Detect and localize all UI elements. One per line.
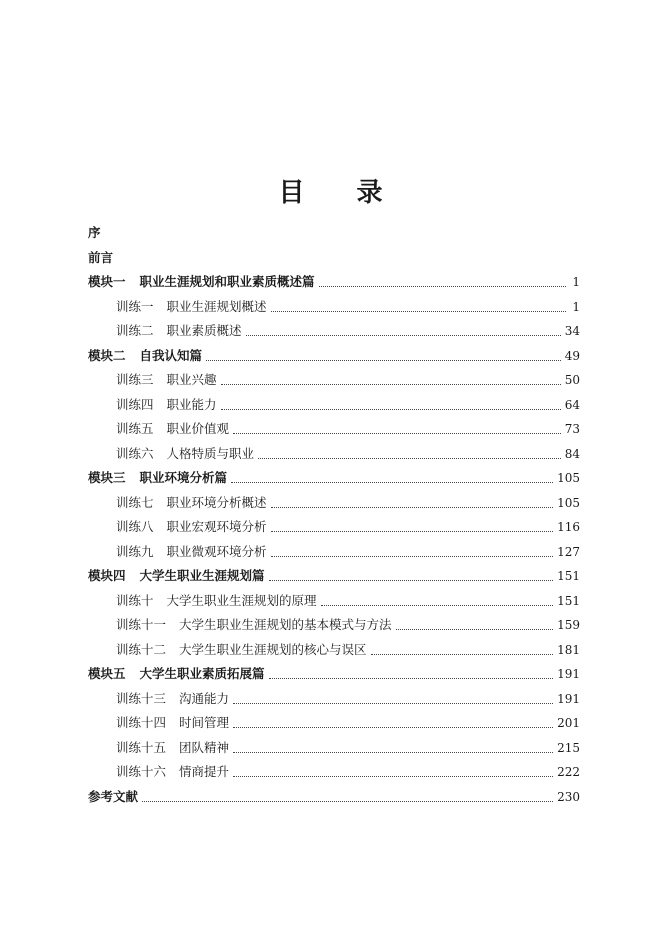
toc-training-row[interactable] [116,393,580,413]
toc-leader-dots [258,448,561,459]
toc-leader-dots [233,423,561,434]
toc-leader-dots [269,668,554,679]
toc-leader-dots [321,595,554,606]
toc-training-row[interactable] [116,589,580,609]
toc-leader-dots [319,276,566,287]
toc-leader-dots [371,644,554,655]
toc-page-number: 191 [557,667,580,681]
toc-training-number: 训练十二 [116,641,167,657]
toc-training-row[interactable] [116,687,580,707]
toc-module-row[interactable] [88,344,580,364]
toc-leader-dots [271,546,554,557]
toc-training-row[interactable] [116,417,580,437]
toc-training-number: 训练九 [116,543,154,559]
toc-front-preface[interactable] [88,221,580,241]
toc-training-number: 训练十三 [116,690,167,706]
toc-training-row[interactable] [116,442,580,462]
toc-training-title: 大学生职业生涯规划的核心与误区 [179,641,367,657]
toc-leader-dots [233,742,553,753]
toc-training-row[interactable] [116,295,580,315]
toc-module-row[interactable] [88,564,580,584]
toc-training-number: 训练二 [116,323,154,338]
toc-training-row[interactable] [116,760,580,780]
toc-references-title: 参考文献 [88,788,139,804]
toc-page-number: 49 [564,348,580,363]
toc-leader-dots [206,350,561,361]
toc-training-title: 团队精神 [179,739,230,755]
toc-module-row[interactable] [88,270,580,290]
toc-leader-dots [271,497,554,508]
toc-leader-dots [396,619,554,630]
toc-training-row[interactable] [116,736,580,756]
toc-leader-dots [269,570,554,581]
toc-training-title: 职业环境分析概述 [166,494,267,510]
toc-page-number: 201 [557,716,580,730]
toc-front-label: 序 [88,225,101,240]
toc-module-row[interactable] [88,466,580,486]
page-title-char-1: 目 [278,178,305,208]
toc-training-number: 训练一 [116,298,154,314]
toc-training-row[interactable] [116,638,580,658]
toc-page-number: 1 [572,275,580,289]
toc-leader-dots [221,374,561,385]
toc-leader-dots [231,472,553,483]
toc-page-number: 159 [557,618,580,632]
toc-page-number: 34 [564,324,580,338]
page-title [0,172,661,209]
toc-leader-dots [271,521,554,532]
toc-module-title: 职业生涯规划和职业素质概述篇 [139,274,315,289]
toc-page-number: 127 [557,544,580,559]
toc-module-number: 模块四 [88,568,126,583]
toc-page-number: 230 [557,789,580,804]
toc-training-number: 训练十四 [116,715,167,730]
toc-page-number: 1 [572,299,580,314]
toc-training-title: 职业生涯规划概述 [166,298,267,314]
toc-training-title: 大学生职业生涯规划的基本模式与方法 [179,617,392,632]
toc-page-number: 191 [557,691,580,706]
toc-module-number: 模块五 [88,666,126,681]
toc-training-number: 训练三 [116,372,154,387]
toc-module-number: 模块三 [88,470,126,485]
toc-page-number: 215 [557,740,580,755]
toc-leader-dots [221,399,561,410]
toc-training-number: 训练十 [116,592,154,608]
toc-leader-dots [233,717,553,728]
toc-page-number: 151 [557,569,580,583]
toc-training-number: 训练十六 [116,764,167,779]
toc-training-number: 训练六 [116,445,154,461]
toc-training-row[interactable] [116,540,580,560]
toc-training-number: 训练十五 [116,739,167,755]
toc-module-title: 自我认知篇 [139,347,203,363]
toc-training-title: 职业宏观环境分析 [166,519,267,534]
toc-module-row[interactable] [88,662,580,682]
toc-training-title: 职业微观环境分析 [166,543,267,559]
toc-training-title: 职业素质概述 [166,323,242,338]
toc-module-number: 模块一 [88,274,126,289]
toc-page-number: 222 [557,765,580,779]
toc-front-label: 前言 [88,249,114,265]
toc-front-foreword[interactable] [88,246,580,266]
toc-training-row[interactable] [116,368,580,388]
toc-training-title: 沟通能力 [179,690,230,706]
toc-references-row[interactable] [88,785,580,805]
toc-training-number: 训练四 [116,396,154,412]
toc-module-title: 大学生职业素质拓展篇 [139,666,265,681]
toc-page-number: 64 [564,397,580,412]
toc-training-title: 情商提升 [179,764,230,779]
toc-training-number: 训练八 [116,519,154,534]
toc-leader-dots [233,693,553,704]
toc-training-title: 时间管理 [179,715,230,730]
toc-page-number: 151 [557,593,580,608]
toc-training-title: 人格特质与职业 [166,445,255,461]
toc-training-number: 训练十一 [116,617,167,632]
toc-leader-dots [142,791,553,802]
toc-page-number: 84 [564,446,580,461]
toc-page-number: 73 [564,422,580,436]
toc-training-row[interactable] [116,491,580,511]
toc-training-title: 职业兴趣 [166,372,217,387]
toc-training-title: 职业能力 [166,396,217,412]
toc-leader-dots [246,325,561,336]
toc-page-number: 116 [557,520,580,534]
toc-module-number: 模块二 [88,347,126,363]
toc-page-number: 105 [557,495,580,510]
toc-page-number: 105 [557,471,580,485]
toc-training-number: 训练七 [116,494,154,510]
toc-training-row[interactable] [116,515,580,535]
toc-training-row[interactable] [116,613,580,633]
toc-page-number: 181 [557,642,580,657]
toc-page-number: 50 [564,373,580,387]
toc-module-title: 职业环境分析篇 [139,470,228,485]
toc-training-title: 大学生职业生涯规划的原理 [166,592,317,608]
page-title-char-2: 录 [356,178,383,208]
toc-training-title: 职业价值观 [166,421,230,436]
toc-training-number: 训练五 [116,421,154,436]
toc-leader-dots [233,766,553,777]
toc-module-title: 大学生职业生涯规划篇 [139,568,265,583]
toc-leader-dots [271,301,566,312]
toc-training-row[interactable] [116,711,580,731]
toc-training-row[interactable] [116,319,580,339]
